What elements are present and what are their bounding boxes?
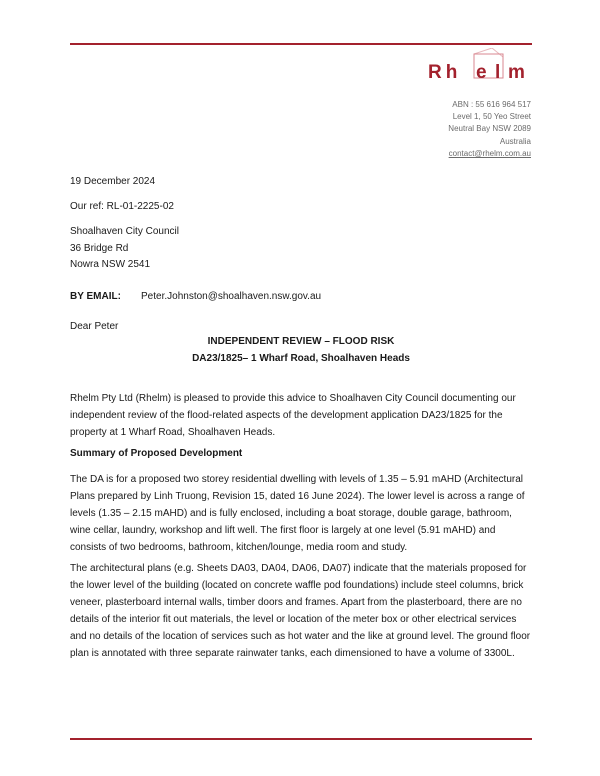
intro-paragraph: Rhelm Pty Ltd (Rhelm) is pleased to provide this advice to Shoalhaven City Council documenting our independent review of the flood-related aspects of the development application DA23/1825 for the property at 1 Wharf Road, Shoalhaven Heads. <box>70 393 516 438</box>
svg-text:m: m <box>508 62 525 83</box>
svg-text:l: l <box>495 62 501 83</box>
svg-text:e: e <box>476 62 487 83</box>
letter-subtitle: DA23/1825– 1 Wharf Road, Shoalhaven Heads <box>192 353 410 364</box>
letter-date: 19 December 2024 <box>70 176 156 187</box>
address-line-2: Neutral Bay NSW 2089 <box>448 124 531 134</box>
rhelm-logo <box>426 48 534 84</box>
section-heading: Summary of Proposed Development <box>70 448 243 459</box>
footer-rule <box>70 738 532 740</box>
by-email-label: BY EMAIL: <box>70 291 121 302</box>
letter-title: INDEPENDENT REVIEW – FLOOD RISK <box>207 336 395 347</box>
svg-text:Rh: Rh <box>428 62 462 83</box>
header-rule <box>70 43 532 45</box>
address-line-3: Australia <box>499 136 531 146</box>
recipient-line: Nowra NSW 2541 <box>70 259 151 270</box>
company-address <box>448 99 531 160</box>
reference: Our ref: RL-01-2225-02 <box>70 201 174 212</box>
contact-email-link[interactable]: contact@rhelm.com.au <box>448 148 531 158</box>
abn: ABN : 55 616 964 517 <box>452 100 531 109</box>
body-paragraph: The architectural plans (e.g. Sheets DA03, DA04, DA06, DA07) indicate that the materials proposed for the lower level of the building (located on concrete waffle pod foundations) include steel columns, brick veneer, plasterboard internal walls, timber doors and frames. Apart from the plasterboard, there are no details of the interior fit out materials, the level or location of the meter box or other electrical services and no details of the location of services such as hot water and the like at ground level. The ground floor plan is annotated with three separate rainwater tanks, each dimensioned to have a volume of 3300L. <box>70 563 531 659</box>
recipient-email[interactable]: Peter.Johnston@shoalhaven.nsw.gov.au <box>141 291 322 302</box>
recipient-line: Shoalhaven City Council <box>70 226 179 237</box>
salutation: Dear Peter <box>70 321 119 332</box>
body-paragraph: The DA is for a proposed two storey residential dwelling with levels of 1.35 – 5.91 mAHD (Architectural Plans prepared by Linh Truong, Revision 15, dated 16 June 2024). The lower level is across a range of levels (1.35 – 2.15 mAHD) and is fully enclosed, including a boat storage, double garage, bathroom, wine cellar, laundry, workshop and lift well. The first floor is largely at one level (5.91 mAHD) and consists of two bedrooms, bathroom, kitchen/lounge, media room and study. <box>70 474 525 553</box>
recipient-address <box>70 224 179 274</box>
recipient-line: 36 Bridge Rd <box>70 242 129 254</box>
address-line-1: Level 1, 50 Yeo Street <box>452 112 531 122</box>
